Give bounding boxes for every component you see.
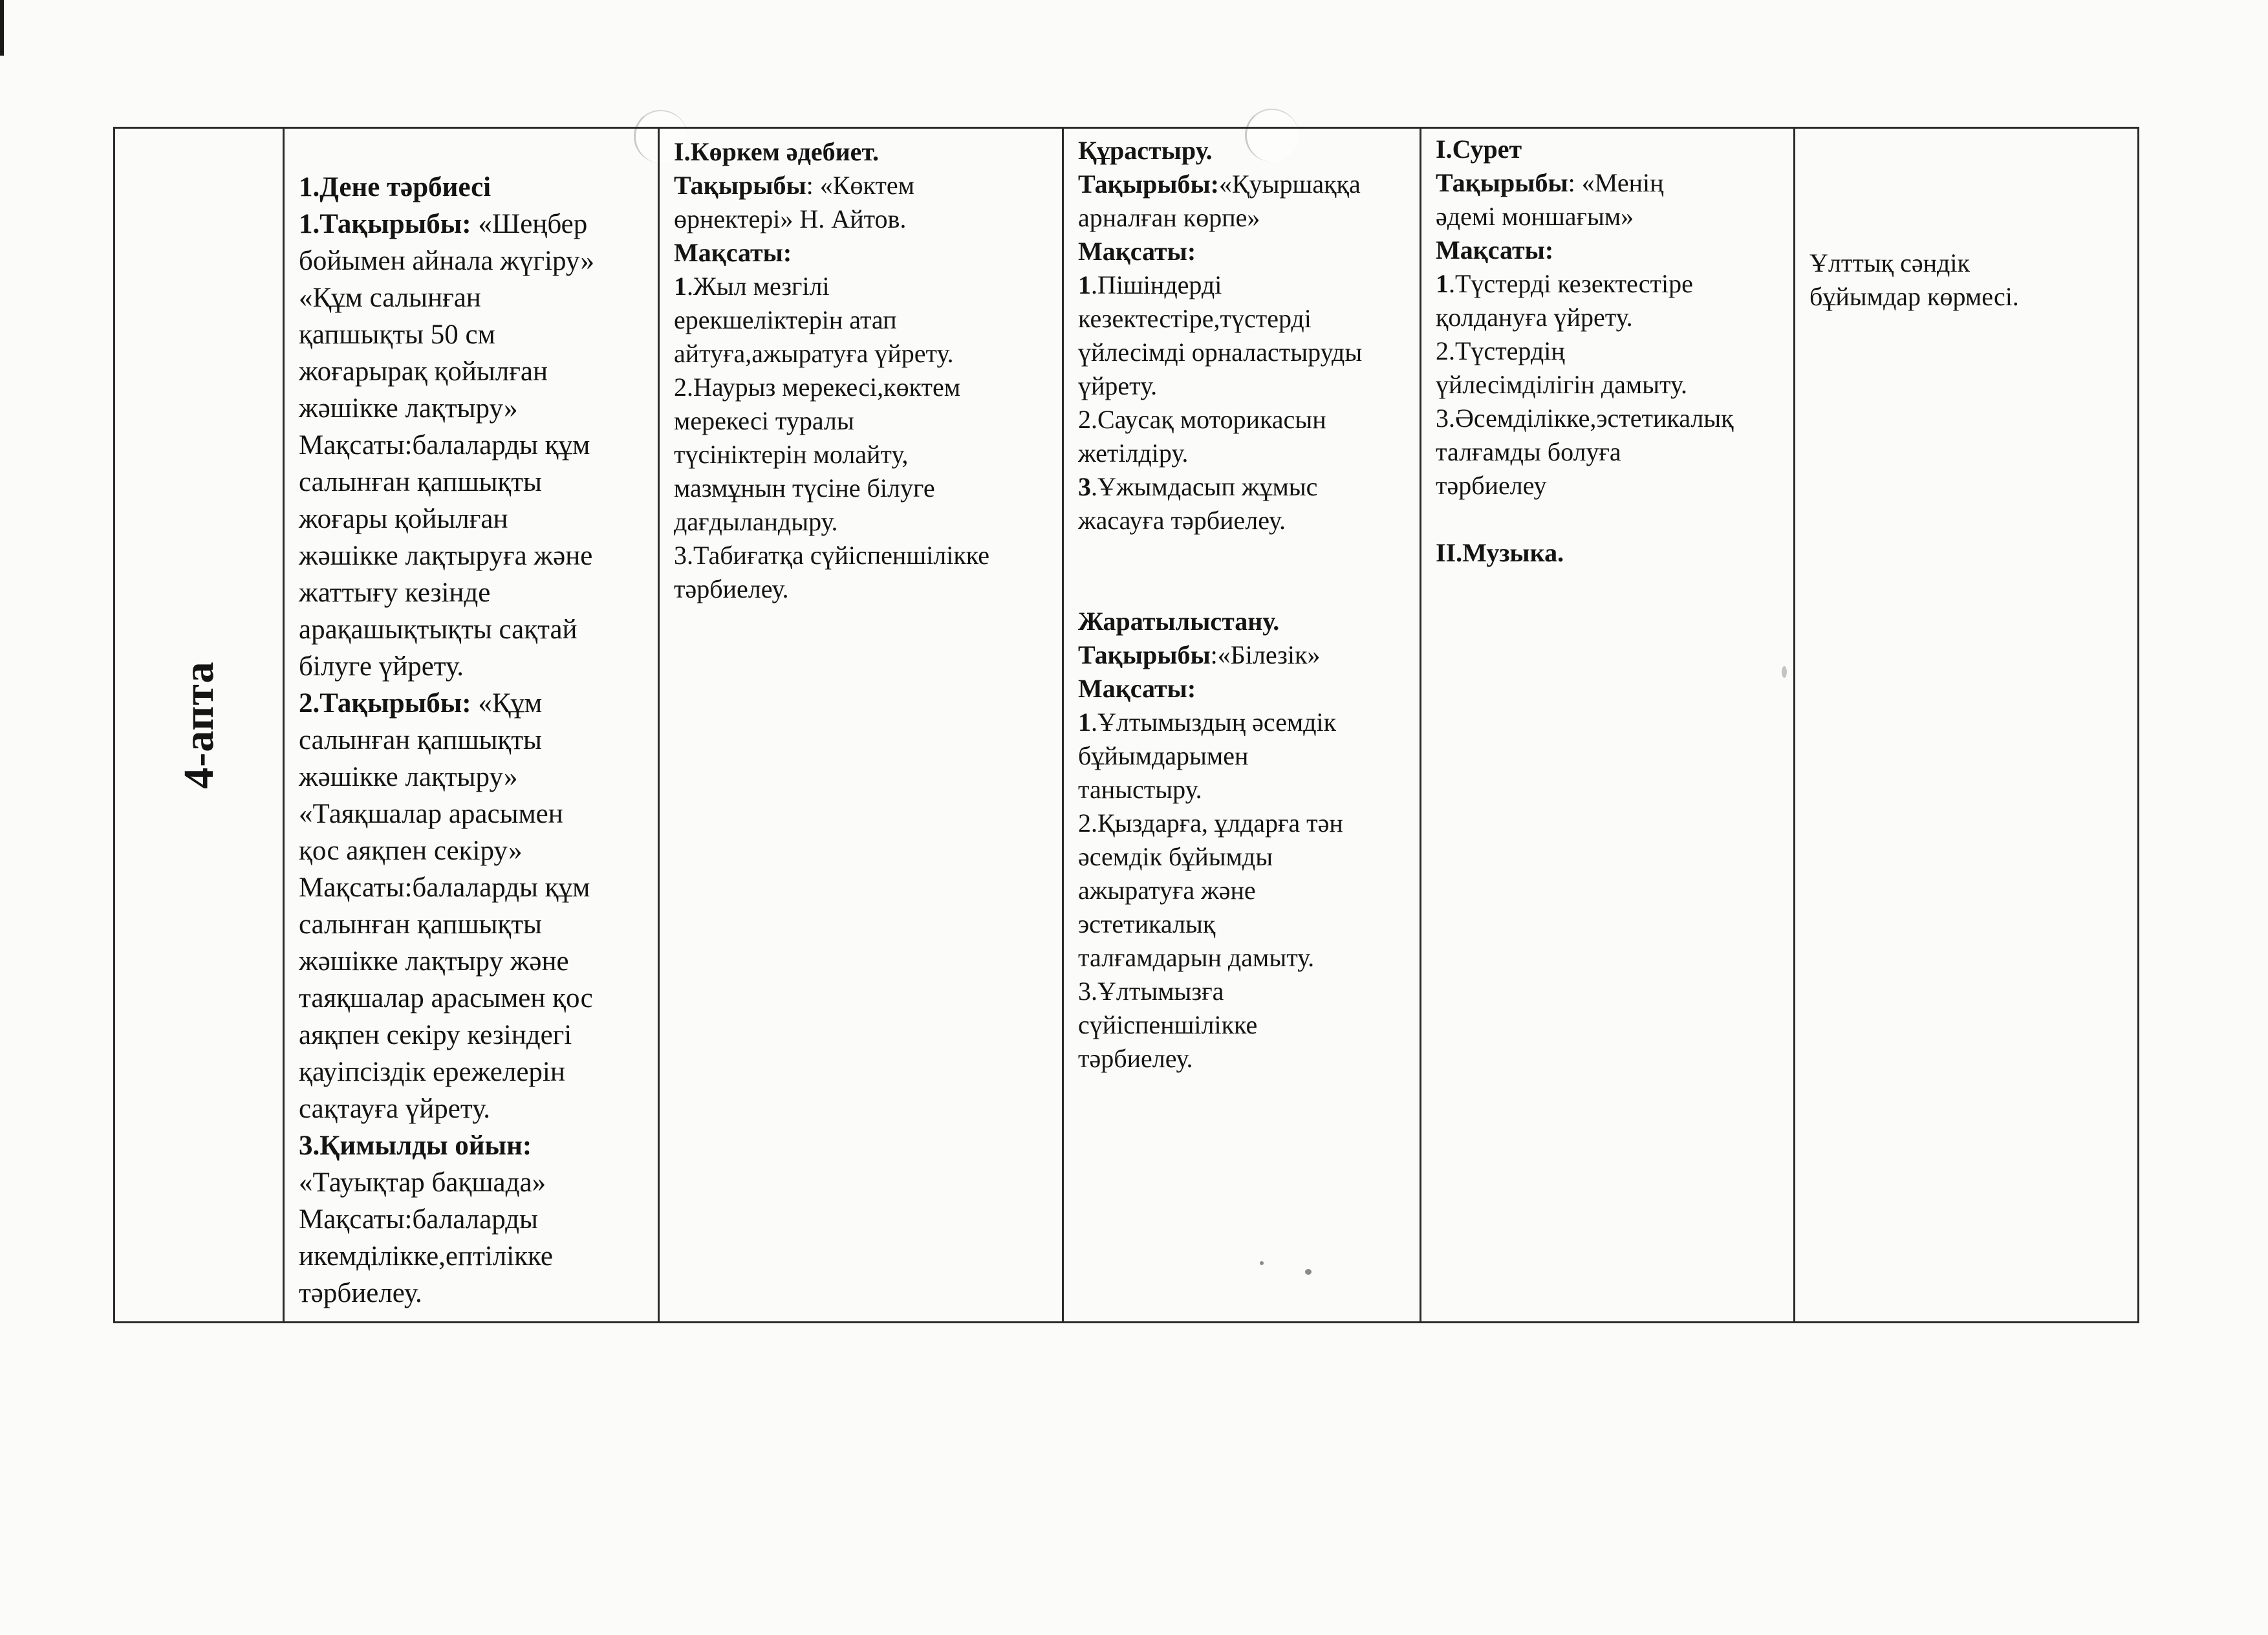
construction-goal-label: Мақсаты: [1078, 237, 1196, 266]
spacer [1436, 503, 1788, 536]
pe-text-line: қапшықты 50 см [299, 319, 495, 350]
literature-topic-value: : «Көктем [806, 171, 914, 200]
pe-topic1-title: «Шеңбер [478, 209, 588, 239]
nature-text-line: тәрбиелеу. [1078, 1044, 1193, 1073]
pe-topic1-label: 1.Тақырыбы: [299, 209, 471, 239]
pe-text-line: «Құм салынған [299, 283, 481, 313]
pe-text-line: салынған қапшықты [299, 467, 542, 497]
construction-text-line: арналған көрпе» [1078, 203, 1260, 232]
pe-topic2-label: 2.Тақырыбы: [299, 688, 471, 719]
literature-item1-number: 1 [674, 272, 687, 301]
literature-text-line: өрнектері» Н. Айтов. [674, 204, 907, 233]
pe-text-line: білуге үйрету. [299, 651, 464, 682]
construction-item3-text: .Ұжымдасып жұмыс [1091, 472, 1318, 501]
pe-text-line: аяқпен секіру кезіндегі [299, 1020, 572, 1050]
construction-topic-line [1078, 168, 1414, 201]
pe-text-line: жоғарырақ қойылған [299, 356, 548, 387]
literature-text-line: мазмұнын түсіне білуге [674, 473, 935, 503]
construction-item1-text: .Пішіндерді [1091, 270, 1222, 299]
week-cell [114, 128, 284, 1323]
literature-text-line: тәрбиелеу. [674, 574, 789, 603]
drawing-text-line: 2.Түстердің [1436, 336, 1565, 365]
nature-text-line: 2.Қыздарға, ұлдарға тән [1078, 808, 1343, 838]
drawing-music-cell [1421, 128, 1795, 1323]
exhibition-cell [1795, 128, 2139, 1323]
construction-item1-line [1078, 268, 1414, 302]
pe-text-line: сақтауға үйрету. [299, 1094, 491, 1124]
construction-subject: Құрастыру. [1078, 136, 1213, 165]
pe-text-line: салынған қапшықты [299, 909, 542, 940]
nature-item1-text: .Ұлтымыздың әсемдік [1091, 708, 1337, 737]
literature-text-line: дағдыландыру. [674, 507, 838, 536]
pe-text-line: жаттығу кезінде [299, 578, 491, 608]
pe-text-line: тәрбиелеу. [299, 1278, 422, 1308]
exhibition-text-line: Ұлттық сәндік [1809, 248, 1970, 277]
drawing-item1-line [1436, 267, 1788, 301]
pe-text-line: бойымен айнала жүгіру» [299, 246, 595, 276]
nature-text-line: бұйымдарымен [1078, 741, 1249, 770]
construction-item3-line [1078, 470, 1414, 504]
literature-text-line: 2.Наурыз мерекесі,көктем [674, 373, 961, 402]
table-row [114, 128, 2139, 1323]
pe-text-line: қауіпсіздік ережелерін [299, 1057, 565, 1087]
spacer [1078, 537, 1414, 605]
construction-text-line: үйлесімді орналастыруды [1078, 338, 1363, 367]
drawing-text-line: тәрбиелеу [1436, 471, 1547, 500]
nature-text-line: ажыратуға және [1078, 876, 1256, 905]
drawing-item1-text: .Түстерді кезектестіре [1449, 269, 1693, 298]
construction-text-line: жасауға тәрбиелеу. [1078, 506, 1286, 535]
construction-text-line: үйрету. [1078, 371, 1158, 400]
pe-text-line: Мақсаты:балаларды [299, 1204, 538, 1235]
pe-topic1-line [299, 206, 653, 243]
literature-goal-label: Мақсаты: [674, 238, 792, 267]
pe-header: 1.Дене тәрбиесі [299, 172, 491, 202]
drawing-topic-value: : «Менің [1568, 168, 1664, 197]
drawing-text-line: талғамды болуға [1436, 437, 1621, 466]
literature-text-line: мерекесі туралы [674, 406, 854, 435]
pe-text-line: жәшікке лақтыру» [299, 393, 518, 424]
drawing-text-line: әдемі моншағым» [1436, 202, 1634, 231]
nature-text-line: сүйіспеншілікке [1078, 1010, 1258, 1039]
literature-item1-line [674, 270, 1057, 303]
nature-subject: Жаратылыстану. [1078, 607, 1280, 636]
literature-cell [659, 128, 1063, 1323]
drawing-text-line: үйлесімділігін дамыту. [1436, 370, 1688, 399]
pe-text-line: «Таяқшалар арасымен [299, 799, 563, 829]
drawing-text-line: қолдануға үйрету. [1436, 303, 1633, 332]
drawing-goal-label: Мақсаты: [1436, 235, 1554, 265]
pe-topic2-title: «Құм [478, 688, 543, 719]
construction-nature-cell [1063, 128, 1421, 1323]
nature-text-line: эстетикалық [1078, 909, 1216, 938]
pe-text-line: жәшікке лақтыру» [299, 762, 518, 792]
pe-game-label: 3.Қимылды ойын: [299, 1131, 532, 1161]
nature-text-line: әсемдік бұйымды [1078, 842, 1273, 871]
construction-text-line: кезектестіре,түстерді [1078, 304, 1312, 333]
literature-item1-text: .Жыл мезгілі [687, 272, 830, 301]
construction-topic-value: «Қуыршаққа [1219, 169, 1361, 199]
pe-topic2-line [299, 685, 653, 722]
literature-topic-line [674, 169, 1057, 202]
literature-topic-label: Тақырыбы [674, 171, 806, 200]
drawing-topic-line [1436, 166, 1788, 200]
pe-text-line: жәшікке лақтыруға және [299, 541, 593, 571]
construction-item1-number: 1 [1078, 270, 1091, 299]
pe-game-title: «Тауықтар бақшада» [299, 1167, 546, 1198]
nature-text-line: таныстыру. [1078, 775, 1202, 804]
drawing-subject: I.Сурет [1436, 135, 1522, 164]
pe-text-line: таяқшалар арасымен қос [299, 983, 593, 1013]
exhibition-text-line: бұйымдар көрмесі. [1809, 282, 2019, 311]
construction-text-line: 2.Саусақ моторикасын [1078, 405, 1326, 434]
construction-text-line: жетілдіру. [1078, 439, 1189, 468]
nature-topic-label: Тақырыбы [1078, 640, 1211, 669]
nature-text-line: 3.Ұлтымызға [1078, 977, 1224, 1006]
pe-text-line: икемділікке,ептілікке [299, 1241, 553, 1272]
weekly-plan-table [113, 127, 2139, 1323]
literature-text-line: 3.Табиғатқа сүйіспеншілікке [674, 541, 989, 570]
nature-topic-value: :«Білезік» [1210, 640, 1321, 669]
scan-edge-mark [0, 0, 4, 56]
nature-goal-label: Мақсаты: [1078, 674, 1196, 703]
literature-text-line: түсініктерін молайту, [674, 440, 909, 469]
week-label: 4-апта [175, 661, 222, 789]
drawing-topic-label: Тақырыбы [1436, 168, 1568, 197]
pe-text-line: салынған қапшықты [299, 725, 542, 755]
pe-text-line: жоғары қойылған [299, 504, 508, 534]
music-subject: II.Музыка. [1436, 538, 1564, 567]
pe-text-line: қос аяқпен секіру» [299, 836, 523, 866]
pe-text-line: Мақсаты:балаларды құм [299, 872, 590, 903]
construction-topic-label: Тақырыбы: [1078, 169, 1219, 199]
nature-item1-line [1078, 706, 1414, 739]
drawing-text-line: 3.Әсемділікке,эстетикалық [1436, 404, 1734, 433]
physical-education-cell [284, 128, 659, 1323]
literature-text-line: айтуға,ажыратуға үйрету. [674, 339, 954, 368]
construction-item3-number: 3 [1078, 472, 1091, 501]
pe-text-line: жәшікке лақтыру және [299, 946, 569, 977]
literature-subject: I.Көркем әдебиет. [674, 137, 880, 166]
nature-item1-number: 1 [1078, 708, 1091, 737]
literature-text-line: ерекшеліктерін атап [674, 305, 897, 334]
nature-topic-line [1078, 638, 1414, 672]
pe-text-line: арақашықтықты сақтай [299, 614, 578, 645]
nature-text-line: талғамдарын дамыту. [1078, 943, 1315, 972]
drawing-item1-number: 1 [1436, 269, 1449, 298]
pe-text-line: Мақсаты:балаларды құм [299, 430, 590, 460]
